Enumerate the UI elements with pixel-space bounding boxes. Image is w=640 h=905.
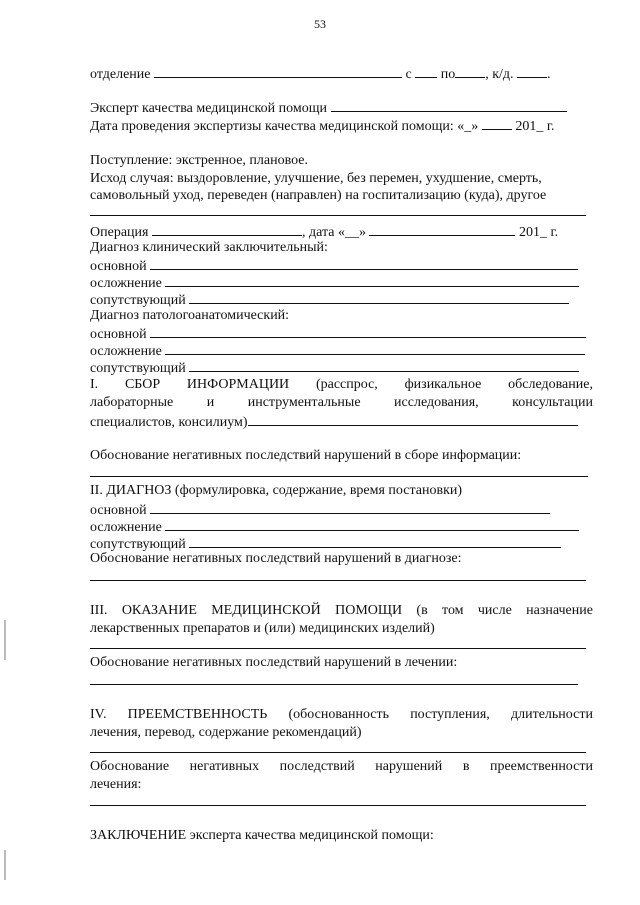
section-1-word: инструментальные	[247, 395, 361, 410]
from-field[interactable]	[415, 64, 437, 78]
section-4-word: поступления,	[410, 707, 490, 722]
operation-date-label: , дата «__»	[301, 225, 366, 240]
section-3-word: (в	[416, 603, 428, 618]
section-1-word: исследования,	[394, 395, 479, 410]
section-1-word: (расспрос,	[315, 377, 378, 392]
bed-days-label: , к/д.	[485, 67, 514, 82]
dx-main-label: основной	[90, 259, 147, 274]
justification-continuity-line-1	[90, 758, 593, 775]
operation-field[interactable]	[152, 222, 302, 236]
justification-info: Обоснование негативных последствий нарушений в сборе информации:	[90, 448, 522, 463]
dx-patho-compl-field[interactable]	[165, 341, 585, 355]
dx-concom-label: сопутствующий	[90, 537, 186, 552]
section-3-word: III.	[90, 603, 108, 618]
section-1-word: лабораторные	[90, 395, 174, 410]
justification-treatment: Обоснование негативных последствий нарушений в лечении:	[90, 655, 458, 670]
conclusion-heading: ЗАКЛЮЧЕНИЕ эксперта качества медицинской помощи:	[90, 828, 434, 843]
section-4-line-2: лечения, перевод, содержание рекомендаций)	[90, 725, 362, 740]
section-1-field[interactable]	[248, 412, 578, 426]
justification-dx: Обоснование негативных последствий нарушений в диагнозе:	[90, 551, 462, 566]
section-1-word: I.	[90, 377, 99, 392]
dx-compl-label: осложнение	[90, 520, 162, 535]
exam-month-field[interactable]	[482, 116, 512, 130]
section-1-line-3	[90, 412, 593, 431]
dot: .	[547, 67, 551, 82]
outcome-line-1: Исход случая: выздоровление, улучшение, без перемен, ухудшение, смерть,	[90, 171, 542, 186]
exam-year: 201_ г.	[515, 119, 555, 134]
justification-dx-field[interactable]	[90, 580, 586, 581]
expert-line	[90, 98, 593, 117]
dx-compl-label: осложнение	[90, 344, 162, 359]
expert-label: Эксперт качества медицинской помощи	[90, 101, 328, 116]
dx-patho-heading: Диагноз патологоанатомический:	[90, 308, 290, 323]
justification-info-field[interactable]	[90, 476, 588, 477]
dx-patho-concom-field[interactable]	[189, 358, 579, 372]
department-field[interactable]	[154, 64, 402, 78]
section-3-word: МЕДИЦИНСКОЙ	[211, 603, 321, 618]
justification-word: последствий	[279, 759, 355, 774]
dx-compl-label: осложнение	[90, 276, 162, 291]
dx2-main-field[interactable]	[150, 500, 550, 514]
dx-main-label: основной	[90, 327, 147, 342]
section-1-word: обследование,	[508, 377, 593, 392]
section-3-line-1	[90, 602, 593, 619]
department-label: отделение	[90, 67, 151, 82]
to-label: по	[440, 67, 456, 82]
department-line	[90, 64, 593, 83]
section-1-word: СБОР	[124, 377, 161, 392]
scan-margin-mark	[4, 620, 6, 660]
exam-date-line	[90, 116, 593, 135]
justification-continuity-line-2: лечения:	[90, 777, 142, 792]
justification-word: нарушений	[375, 759, 443, 774]
dx-clinical-concom-field[interactable]	[189, 290, 569, 304]
dx-patho-concom-line	[90, 358, 593, 377]
section-1-line-1	[90, 376, 593, 393]
justification-word: Обоснование	[90, 759, 170, 774]
outcome-field[interactable]	[90, 215, 586, 216]
dx-clinical-main-field[interactable]	[150, 256, 578, 270]
section-4-word: длительности	[510, 707, 593, 722]
dx-clinical-heading: Диагноз клинический заключительный:	[90, 240, 328, 255]
operation-label: Операция	[90, 225, 149, 240]
section-1-word: и	[206, 395, 215, 410]
dx2-concom-field[interactable]	[189, 534, 561, 548]
justification-word: негативных	[189, 759, 260, 774]
section-2-title: II. ДИАГНОЗ (формулировка, содержание, время постановки)	[90, 483, 463, 498]
section-3-word: ПОМОЩИ	[335, 603, 403, 618]
section-4-line-1	[90, 706, 593, 723]
section-3-field[interactable]	[90, 648, 586, 649]
section-1-line-2	[90, 394, 593, 411]
justification-word: в	[462, 759, 470, 774]
section-3-line-2: лекарственных препаратов и (или) медицинских изделий)	[90, 621, 435, 636]
section-1-tail: специалистов, консилиум)	[90, 415, 248, 430]
dx-main-label: основной	[90, 503, 147, 518]
section-1-word: консультации	[512, 395, 593, 410]
page-number: 53	[314, 17, 326, 31]
dx-concom-label: сопутствующий	[90, 361, 186, 376]
dx-concom-label: сопутствующий	[90, 293, 186, 308]
justification-word: преемственности	[489, 759, 593, 774]
bed-days-field[interactable]	[517, 64, 547, 78]
section-4-word: ПРЕЕМСТВЕННОСТЬ	[127, 707, 268, 722]
section-4-word: IV.	[90, 707, 107, 722]
section-3-word: ОКАЗАНИЕ	[121, 603, 197, 618]
outcome-line-2: самовольный уход, переведен (направлен) на госпитализацию (куда), другое	[90, 188, 547, 203]
dx-clinical-compl-field[interactable]	[165, 273, 579, 287]
from-label: с	[405, 67, 412, 82]
section-1-word: физикальное	[404, 377, 482, 392]
operation-date-field[interactable]	[369, 222, 515, 236]
admission-type: Поступление: экстренное, плановое.	[90, 153, 309, 168]
section-3-word: назначение	[526, 603, 593, 618]
section-3-word: числе	[477, 603, 512, 618]
section-3-word: том	[442, 603, 464, 618]
to-field[interactable]	[455, 64, 485, 78]
dx2-compl-field[interactable]	[165, 517, 579, 531]
section-4-word: (обоснованность	[288, 707, 390, 722]
expert-field[interactable]	[331, 98, 567, 112]
scan-margin-mark	[4, 850, 6, 880]
justification-continuity-field[interactable]	[90, 805, 586, 806]
section-1-word: ИНФОРМАЦИИ	[186, 377, 290, 392]
justification-treatment-field[interactable]	[90, 684, 578, 685]
operation-year: 201_ г.	[518, 225, 559, 240]
dx-patho-main-field[interactable]	[150, 324, 586, 338]
section-4-field[interactable]	[90, 752, 586, 753]
exam-date-label: Дата проведения экспертизы качества медицинской помощи: «_»	[90, 119, 479, 134]
